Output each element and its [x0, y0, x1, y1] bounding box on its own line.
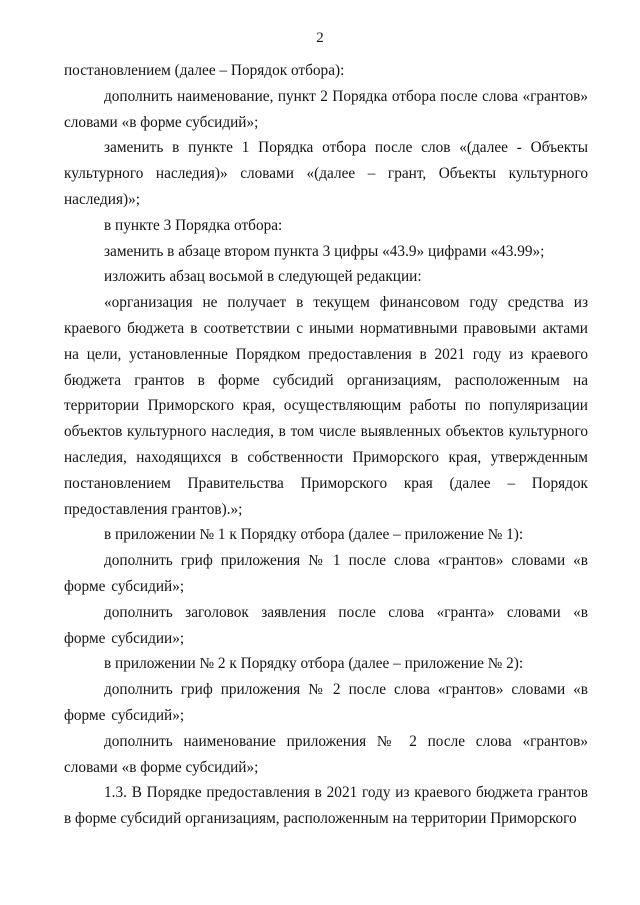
- paragraph-replace-item-1: заменить в пункте 1 Порядка отбора после слов «(далее - Объекты культурного наследия)» словами «(далее – грант, Объекты культурного наследия)»;: [64, 139, 588, 208]
- paragraph-appendix-1-stamp: дополнить гриф приложения № 1 после слова «грантов» словами «в форме субсидий»;: [64, 552, 588, 595]
- paragraph-new-wording-heading: изложить абзац восьмой в следующей редакции:: [104, 268, 422, 286]
- page-number: 2: [316, 30, 324, 46]
- paragraph-appendix-2-heading: в приложении № 2 к Порядку отбора (далее – приложение № 2):: [104, 655, 524, 673]
- paragraph-appendix-2-name: дополнить наименование приложения № 2 после слова «грантов» словами «в форме субсидий»;: [64, 732, 588, 776]
- document-body: [64, 58, 588, 832]
- paragraph-intro: постановлением (далее – Порядок отбора):: [64, 62, 345, 79]
- paragraph-application-title: дополнить заголовок заявления после слова «гранта» словами «в форме субсидии»;: [64, 603, 588, 647]
- paragraph-replace-digits: заменить в абзаце втором пункта 3 цифры «43.9» цифрами «43.99»;: [104, 242, 545, 260]
- paragraph-item-3-heading: в пункте 3 Порядка отбора:: [104, 216, 283, 234]
- paragraph-rename-item-2: дополнить наименование, пункт 2 Порядка отбора после слова «грантов» словами «в форме субсидий»;: [64, 87, 588, 131]
- paragraph-quoted-wording: «организация не получает в текущем финансовом году средства из краевого бюджета в соответствии с иными нормативными правовыми актами на цели, установленные Порядком предоставления в 2021 году из краевого бюджета грантов в форме субсидий организациям, расположенным на территории Приморского края, осуществляющим работы по популяризации объектов культурного наследия, в том числе выявленных объектов культурного наследия, находящихся в собственности Приморского края, утвержденным постановлением Правительства Приморского края (далее – Порядок предоставления грантов).»;: [64, 294, 588, 518]
- paragraph-appendix-2-stamp: дополнить гриф приложения № 2 после слова «грантов» словами «в форме субсидий»;: [64, 681, 588, 724]
- paragraph-appendix-1-heading: в приложении № 1 к Порядку отбора (далее – приложение № 1):: [104, 526, 524, 544]
- paragraph-section-1-3: 1.3. В Порядке предоставления в 2021 году из краевого бюджета грантов в форме субсидий организациям, расположенным на территории Приморского: [64, 784, 588, 828]
